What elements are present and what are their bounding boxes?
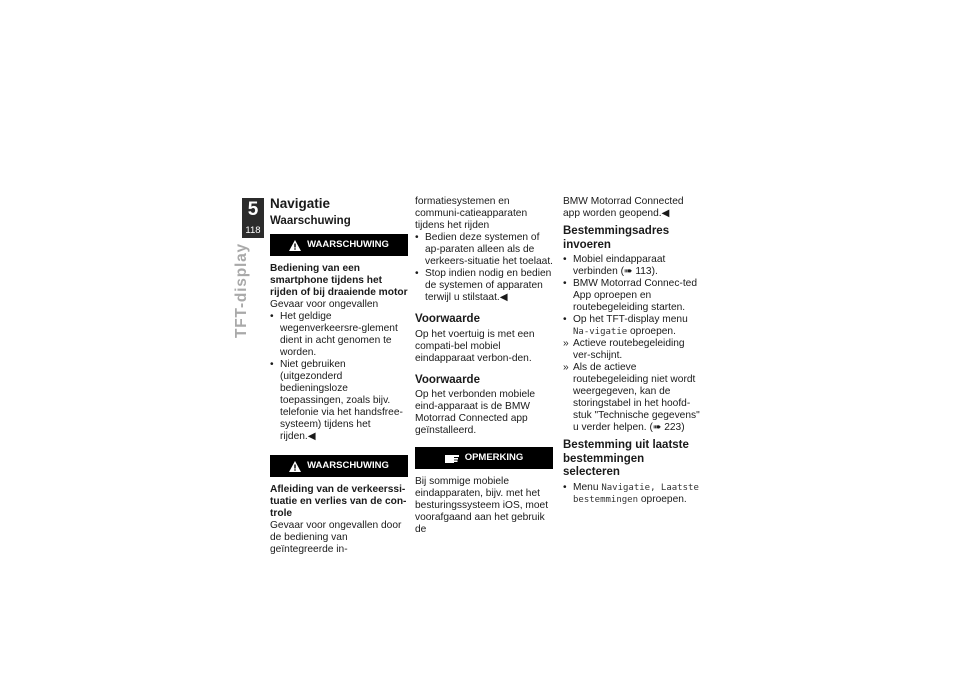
side-chapter-title: TFT-display	[233, 243, 250, 338]
warning-2-list	[415, 232, 553, 304]
warning-1-text: Gevaar voor ongevallen	[270, 299, 379, 310]
page-number: 118	[245, 225, 261, 236]
destination-steps	[563, 254, 701, 434]
warning-2-text: Gevaar voor ongevallen door de bediening van geïntegreerde in-	[270, 520, 402, 555]
list-item: • Bedien deze systemen of ap-paraten alleen als de verkeers-situatie het toelaat.	[415, 232, 553, 268]
list-item: • Niet gebruiken (uitgezonderd bedieningsloze toepassingen, zoals bijv. telefonie via het handsfree-systeem) tijdens het rijden.◀	[270, 359, 408, 443]
section-title: Navigatie	[270, 196, 331, 211]
result-item: » Als de actieve routebegeleiding niet wordt weergegeven, kan de storingstabel in het hoofd-stuk "Technische gegevens" u verder helpen. (➠ 223)	[563, 362, 701, 434]
continued-text: formatiesystemen en communi-catieapparaten tijdens het rijden	[415, 196, 528, 231]
note-hand-icon	[445, 452, 459, 464]
column-1	[270, 196, 408, 556]
list-item: • Stop indien nodig en bedien de systemen of apparaten terwijl u stilstaat.◀	[415, 268, 553, 304]
warning-label: WAARSCHUWING	[307, 460, 389, 471]
warning-triangle-icon	[289, 240, 301, 251]
condition-text-1: Op het voertuig is met een compati-bel mobiel eindapparaat verbon-den.	[415, 328, 535, 364]
list-item: • Menu Navigatie, Laatste bestemmingen oproepen.	[563, 482, 701, 506]
note-text: Bij sommige mobiele eindapparaten, bijv. met het besturingssysteem iOS, moet voorafgaand aan het gebruik de	[415, 476, 549, 535]
note-box	[415, 447, 553, 469]
column-2	[415, 196, 553, 536]
condition-text-2: Op het verbonden mobiele eind-apparaat is de BMW Motorrad Connected app geïnstalleerd.	[415, 389, 536, 436]
warning-label: WAARSCHUWING	[307, 239, 389, 250]
warning-2-title: Afleiding van de verkeerssi-tuatie en verlies van de con-trole	[270, 484, 407, 519]
result-item: » Actieve routebegeleiding ver-schijnt.	[563, 338, 701, 362]
warning-heading: Waarschuwing	[270, 215, 351, 227]
chapter-number: 5	[247, 199, 259, 220]
warning-triangle-icon	[289, 461, 301, 472]
last-destination-steps	[563, 482, 701, 506]
continued-text: BMW Motorrad Connected app worden geopend.◀	[563, 196, 684, 219]
menu-name: Navigatie, Laatste bestemmingen	[573, 482, 699, 505]
list-item: • Op het TFT-display menu Na-vigatie oproepen.	[563, 314, 701, 338]
note-label: OPMERKING	[464, 452, 524, 463]
list-item: • Mobiel eindapparaat verbinden (➠ 113).	[563, 254, 701, 278]
warning-box	[270, 234, 408, 256]
condition-heading-2: Voorwaarde	[415, 373, 480, 386]
destination-heading: Bestemmingsadres invoeren	[563, 225, 670, 251]
list-item: • Het geldige wegenverkeersre-glement dient in acht genomen te worden.	[270, 311, 408, 359]
warning-box-2	[270, 455, 408, 477]
menu-name: Na-vigatie	[573, 327, 628, 337]
column-3	[563, 196, 701, 506]
list-item: • BMW Motorrad Connec-ted App oproepen en routebegeleiding starten.	[563, 278, 701, 314]
last-destination-heading: Bestemming uit laatste bestemmingen selecteren	[563, 439, 689, 478]
condition-heading-1: Voorwaarde	[415, 313, 480, 325]
warning-1-title: Bediening van een smartphone tijdens het rijden of bij draaiende motor	[270, 263, 408, 298]
chapter-tab	[242, 198, 264, 238]
warning-1-list	[270, 311, 408, 443]
